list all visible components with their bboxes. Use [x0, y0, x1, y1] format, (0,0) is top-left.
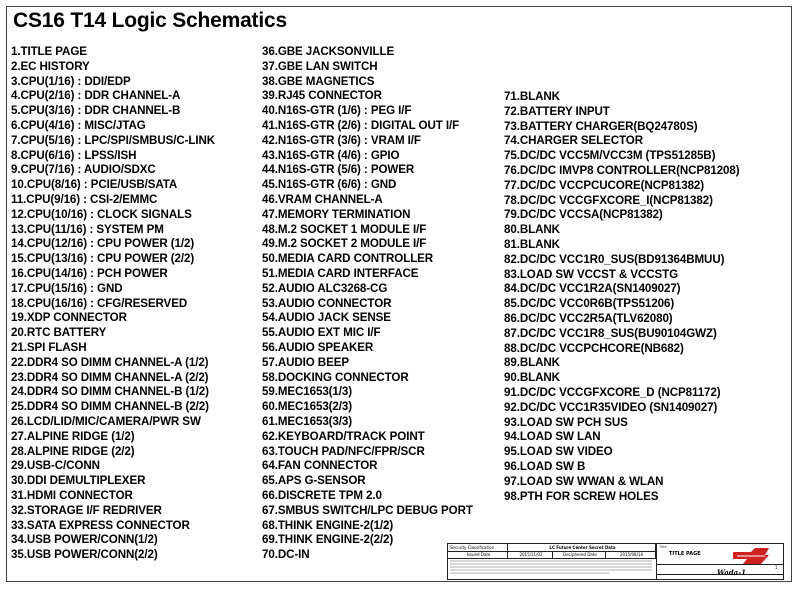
index-entry: 70.DC-IN — [262, 548, 310, 562]
index-entry: 2.EC HISTORY — [11, 59, 90, 73]
index-entry: 56.AUDIO SPEAKER — [262, 340, 374, 354]
index-entry: 86.DC/DC VCC2R5A(TLV62080) — [504, 311, 673, 325]
index-entry: 83.LOAD SW VCCST & VCCSTG — [504, 267, 678, 281]
issued-value: 2015/11/02 — [508, 551, 553, 558]
index-entry: 11.CPU(9/16) : CSI-2/EMMC — [11, 192, 158, 206]
index-entry: 7.CPU(5/16) : LPC/SPI/SMBUS/C-LINK — [11, 133, 216, 147]
index-entry: 57.AUDIO BEEP — [262, 355, 349, 369]
index-entry: 78.DC/DC VCCGFXCORE_I(NCP81382) — [504, 193, 713, 207]
index-entry: 36.GBE JACKSONVILLE — [262, 45, 395, 58]
title-block — [447, 543, 784, 580]
index-entry: 55.AUDIO EXT MIC I/F — [262, 326, 381, 340]
index-entry: 14.CPU(12/16) : CPU POWER (1/2) — [11, 237, 195, 251]
index-entry: 28.ALPINE RIDGE (2/2) — [11, 444, 135, 458]
index-entry: 59.MEC1653(1/3) — [262, 385, 353, 399]
index-entry: 74.CHARGER SELECTOR — [504, 134, 643, 148]
index-entry: 5.CPU(3/16) : DDR CHANNEL-B — [11, 104, 181, 118]
index-entry: 26.LCD/LID/MIC/CAMERA/PWR SW — [11, 414, 201, 428]
index-entry: 32.STORAGE I/F REDRIVER — [11, 503, 162, 517]
index-entry: 27.ALPINE RIDGE (1/2) — [11, 429, 135, 443]
index-entry: 8.CPU(6/16) : LPSS/ISH — [11, 148, 137, 162]
index-entry: 21.SPI FLASH — [11, 340, 87, 354]
index-entry: 3.CPU(1/16) : DDI/EDP — [11, 74, 131, 88]
index-entry: 82.DC/DC VCC1R0_SUS(BD91364BMUU) — [504, 252, 725, 266]
index-entry: 87.DC/DC VCC1R8_SUS(BU90104GWZ) — [504, 326, 717, 340]
index-entry: 95.LOAD SW VIDEO — [504, 445, 613, 459]
index-entry: 29.USB-C/CONN — [11, 459, 100, 473]
index-entry: 19.XDP CONNECTOR — [11, 311, 127, 325]
index-entry: 39.RJ45 CONNECTOR — [262, 89, 382, 103]
index-entry: 47.MEMORY TERMINATION — [262, 207, 411, 221]
fine-print-lines — [449, 559, 653, 577]
index-entry: 6.CPU(4/16) : MISC/JTAG — [11, 118, 146, 132]
index-entry: 20.RTC BATTERY — [11, 326, 107, 340]
deciphered-value: 2015/08/16 — [606, 551, 656, 558]
sheet-number: 1 — [775, 565, 778, 570]
index-entry: 96.LOAD SW B — [504, 459, 586, 473]
index-entry: 15.CPU(13/16) : CPU POWER (2/2) — [11, 252, 195, 266]
security-value: LC Future Center Secret Data — [508, 544, 656, 551]
index-entry: 31.HDMI CONNECTOR — [11, 488, 133, 502]
index-entry: 50.MEDIA CARD CONTROLLER — [262, 252, 434, 266]
index-entry: 37.GBE LAN SWITCH — [262, 59, 378, 73]
index-entry: 65.APS G-SENSOR — [262, 474, 366, 488]
schematic-index-column-3 — [504, 90, 740, 504]
index-entry: 16.CPU(14/16) : PCH POWER — [11, 266, 168, 280]
index-entry: 12.CPU(10/16) : CLOCK SIGNALS — [11, 207, 192, 221]
index-entry: 43.N16S-GTR (4/6) : GPIO — [262, 148, 400, 162]
index-entry: 94.LOAD SW LAN — [504, 430, 601, 444]
index-entry: 1.TITLE PAGE — [11, 45, 87, 58]
index-entry: 77.DC/DC VCCPCUCORE(NCP81382) — [504, 178, 705, 192]
index-entry: 9.CPU(7/16) : AUDIO/SDXC — [11, 163, 156, 177]
index-entry: 46.VRAM CHANNEL-A — [262, 192, 383, 206]
title-block-page-title: TITLE PAGE — [669, 551, 701, 557]
index-entry: 92.DC/DC VCC1R35VIDEO (SN1409027) — [504, 400, 718, 414]
index-entry: 10.CPU(8/16) : PCIE/USB/SATA — [11, 178, 178, 192]
index-entry: 79.DC/DC VCCSA(NCP81382) — [504, 208, 663, 222]
index-entry: 97.LOAD SW WWAN & WLAN — [504, 474, 664, 488]
index-entry: 22.DDR4 SO DIMM CHANNEL-A (1/2) — [11, 355, 209, 369]
index-entry: 44.N16S-GTR (5/6) : POWER — [262, 163, 415, 177]
index-entry: 48.M.2 SOCKET 1 MODULE I/F — [262, 222, 427, 236]
index-entry: 89.BLANK — [504, 356, 560, 370]
index-entry: 71.BLANK — [504, 90, 560, 103]
index-entry: 91.DC/DC VCCGFXCORE_D (NCP81172) — [504, 385, 721, 399]
index-entry: 54.AUDIO JACK SENSE — [262, 311, 391, 325]
index-entry: 45.N16S-GTR (6/6) : GND — [262, 178, 397, 192]
index-entry: 80.BLANK — [504, 223, 560, 237]
index-entry: 88.DC/DC VCCPCHCORE(NB682) — [504, 341, 684, 355]
index-entry: 75.DC/DC VCC5M/VCC3M (TPS51285B) — [504, 149, 716, 163]
index-entry: 98.PTH FOR SCREW HOLES — [504, 489, 659, 503]
issued-label: Issued Date — [448, 551, 508, 558]
page-title: CS16 T14 Logic Schematics — [13, 9, 287, 32]
index-entry: 63.TOUCH PAD/NFC/FPR/SCR — [262, 444, 425, 458]
index-entry: 25.DDR4 SO DIMM CHANNEL-B (2/2) — [11, 400, 209, 414]
index-entry: 85.DC/DC VCC0R6B(TPS51206) — [504, 297, 675, 311]
page-title-label: Title — [659, 545, 667, 549]
index-entry: 90.BLANK — [504, 371, 560, 385]
index-entry: 33.SATA EXPRESS CONNECTOR — [11, 518, 190, 532]
index-entry: 53.AUDIO CONNECTOR — [262, 296, 392, 310]
index-entry: 93.LOAD SW PCH SUS — [504, 415, 628, 429]
index-entry: 76.DC/DC IMVP8 CONTROLLER(NCP81208) — [504, 163, 740, 177]
security-label: Security Classification — [448, 544, 508, 551]
index-entry: 35.USB POWER/CONN(2/2) — [11, 548, 158, 562]
index-entry: 52.AUDIO ALC3268-CG — [262, 281, 388, 295]
index-entry: 68.THINK ENGINE-2(1/2) — [262, 518, 394, 532]
signature: Wada-1 — [717, 568, 746, 577]
index-entry: 51.MEDIA CARD INTERFACE — [262, 266, 419, 280]
index-entry: 23.DDR4 SO DIMM CHANNEL-A (2/2) — [11, 370, 209, 384]
index-entry: 64.FAN CONNECTOR — [262, 459, 378, 473]
index-entry: 81.BLANK — [504, 237, 560, 251]
index-entry: 72.BATTERY INPUT — [504, 104, 610, 118]
confidentiality-notice — [448, 558, 656, 579]
index-entry: 42.N16S-GTR (3/6) : VRAM I/F — [262, 133, 421, 147]
index-entry: 58.DOCKING CONNECTOR — [262, 370, 409, 384]
index-entry: 38.GBE MAGNETICS — [262, 74, 375, 88]
index-entry: 62.KEYBOARD/TRACK POINT — [262, 429, 425, 443]
index-entry: 84.DC/DC VCC1R2A(SN1409027) — [504, 282, 681, 296]
schematic-index-column-2 — [262, 45, 473, 563]
index-entry: 30.DDI DEMULTIPLEXER — [11, 474, 146, 488]
index-entry: 40.N16S-GTR (1/6) : PEG I/F — [262, 104, 412, 118]
index-entry: 34.USB POWER/CONN(1/2) — [11, 533, 158, 547]
index-entry: 4.CPU(2/16) : DDR CHANNEL-A — [11, 89, 181, 103]
schematic-index-column-1 — [11, 45, 215, 563]
index-entry: 17.CPU(15/16) : GND — [11, 281, 123, 295]
index-entry: 69.THINK ENGINE-2(2/2) — [262, 533, 394, 547]
index-entry: 61.MEC1653(3/3) — [262, 414, 353, 428]
index-entry: 24.DDR4 SO DIMM CHANNEL-B (1/2) — [11, 385, 209, 399]
index-entry: 18.CPU(16/16) : CFG/RESERVED — [11, 296, 188, 310]
index-entry: 41.N16S-GTR (2/6) : DIGITAL OUT I/F — [262, 118, 460, 132]
index-entry: 66.DISCRETE TPM 2.0 — [262, 488, 382, 502]
deciphered-label: Deciphered Date — [553, 551, 606, 558]
index-entry: 60.MEC1653(2/3) — [262, 400, 353, 414]
index-entry: 73.BATTERY CHARGER(BQ24780S) — [504, 119, 698, 133]
index-entry: 13.CPU(11/16) : SYSTEM PM — [11, 222, 164, 236]
company-logo-icon — [731, 546, 771, 566]
index-entry: 67.SMBUS SWITCH/LPC DEBUG PORT — [262, 503, 473, 517]
index-entry: 49.M.2 SOCKET 2 MODULE I/F — [262, 237, 427, 251]
